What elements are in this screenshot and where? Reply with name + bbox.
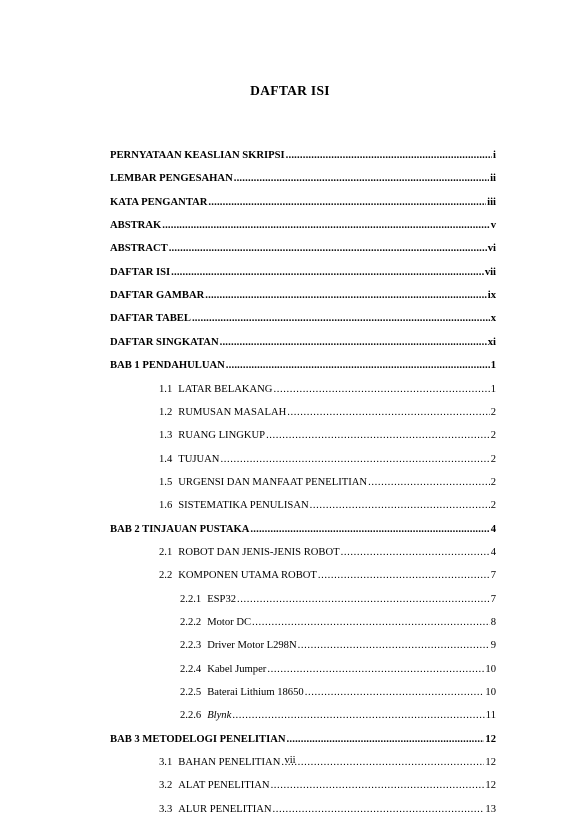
toc-entry-label — [110, 172, 233, 186]
toc-entry-label — [110, 523, 249, 537]
toc-entry-number: 2.2.2 — [180, 617, 202, 628]
toc-dot-leader — [208, 196, 486, 210]
toc-entry-title: TUJUAN — [178, 453, 220, 465]
toc-chapter-entry — [110, 196, 496, 210]
toc-entry-title: BAB 1 PENDAHULUAN — [110, 360, 225, 372]
toc-entry-page: xi — [487, 336, 496, 348]
toc-entry-label — [159, 803, 272, 817]
toc-dot-leader — [220, 336, 487, 350]
toc-entry-number: 2.2 — [159, 570, 173, 582]
toc-section-entry — [180, 709, 496, 723]
toc-entry-number: 1.3 — [159, 430, 173, 442]
toc-dot-leader — [310, 499, 490, 513]
toc-entry-page: 2 — [490, 406, 496, 418]
toc-entry-page: 12 — [485, 733, 496, 745]
toc-entry-label — [159, 476, 367, 490]
toc-entry-title: DAFTAR ISI — [110, 266, 171, 278]
toc-entry-label — [110, 359, 225, 373]
toc-dot-leader — [252, 616, 490, 630]
toc-chapter-entry — [110, 523, 496, 537]
toc-entry-label — [110, 289, 204, 303]
toc-dot-leader — [250, 523, 489, 537]
toc-entry-label — [180, 663, 266, 677]
toc-entry-title: RUMUSAN MASALAH — [178, 406, 287, 418]
toc-entry-page: 10 — [485, 687, 496, 699]
toc-entry-title: KOMPONEN UTAMA ROBOT — [178, 570, 317, 582]
toc-entry-title: URGENSI DAN MANFAAT PENELITIAN — [178, 476, 368, 488]
toc-entry-page: ii — [490, 173, 496, 185]
toc-entry-label — [159, 779, 270, 793]
toc-entry-number: 2.2.6 — [180, 710, 202, 722]
toc-entry-label — [110, 149, 285, 163]
toc-chapter-entry — [110, 172, 496, 186]
toc-entry-label — [159, 453, 219, 467]
toc-entry-label — [110, 242, 168, 256]
toc-entry-page: 2 — [490, 476, 496, 488]
toc-section-entry — [159, 499, 496, 513]
toc-entry-page: i — [493, 150, 496, 161]
toc-entry-title: ALUR PENELITIAN — [178, 803, 272, 815]
toc-entry-label — [180, 639, 297, 653]
toc-entry-title: PERNYATAAN KEASLIAN SKRIPSI — [110, 150, 285, 161]
toc-entry-page: 13 — [485, 803, 496, 815]
toc-entry-title: KATA PENGANTAR — [110, 196, 208, 208]
toc-entry-title: Driver Motor L298N — [207, 640, 297, 652]
toc-entry-label — [110, 336, 219, 350]
toc-chapter-entry — [110, 336, 496, 350]
toc-chapter-entry — [110, 242, 496, 256]
toc-entry-page: 1 — [490, 360, 496, 372]
toc-entry-number: 2.1 — [159, 546, 173, 558]
toc-dot-leader — [287, 733, 485, 747]
toc-dot-leader — [341, 546, 490, 560]
toc-entry-number: 3.3 — [159, 803, 173, 815]
toc-section-entry — [159, 569, 496, 583]
toc-dot-leader — [287, 406, 489, 420]
toc-dot-leader — [286, 149, 492, 163]
toc-entry-page: 10 — [485, 663, 496, 675]
toc-dot-leader — [162, 219, 489, 233]
toc-entry-page: vii — [484, 266, 496, 278]
page-title: DAFTAR ISI — [250, 83, 330, 98]
toc-chapter-entry — [110, 219, 496, 233]
toc-chapter-entry — [110, 266, 496, 280]
toc-entry-title: BAB 2 TINJAUAN PUSTAKA — [110, 523, 250, 535]
toc-section-entry — [180, 639, 496, 653]
toc-entry-title: ROBOT DAN JENIS-JENIS ROBOT — [178, 546, 340, 558]
toc-entry-number: 2.2.1 — [180, 593, 202, 605]
toc-entry-page: iii — [487, 196, 496, 208]
toc-dot-leader — [271, 779, 485, 793]
toc-entry-page: 12 — [485, 780, 496, 792]
toc-entry-number: 1.1 — [159, 383, 173, 395]
toc-chapter-entry — [110, 149, 496, 163]
toc-entry-title: LEMBAR PENGESAHAN — [110, 173, 233, 185]
toc-dot-leader — [192, 312, 490, 326]
toc-entry-title: Kabel Jumper — [207, 663, 267, 675]
toc-entry-title: DAFTAR SINGKATAN — [110, 336, 219, 348]
toc-entry-page: 7 — [490, 593, 496, 605]
toc-dot-leader — [298, 639, 490, 653]
toc-entry-label — [159, 383, 272, 397]
toc-entry-number: 2.2.5 — [180, 687, 202, 699]
toc-entry-label — [110, 266, 170, 280]
toc-section-entry — [180, 593, 496, 607]
toc-chapter-entry — [110, 359, 496, 373]
toc-chapter-entry — [110, 733, 496, 747]
toc-entry-page: v — [490, 220, 496, 232]
toc-entry-label — [180, 709, 231, 723]
toc-entry-number: 1.6 — [159, 500, 173, 512]
toc-dot-leader — [169, 242, 487, 256]
toc-section-entry — [159, 779, 496, 793]
toc-dot-leader — [273, 803, 485, 817]
toc-entry-label — [180, 616, 251, 630]
toc-entry-title: Baterai Lithium 18650 — [207, 687, 304, 699]
toc-entry-page: 4 — [490, 523, 496, 535]
toc-chapter-entry — [110, 289, 496, 303]
toc-entry-page: 4 — [490, 546, 496, 558]
page-number: vii — [284, 755, 296, 766]
toc-entry-title: LATAR BELAKANG — [178, 383, 273, 395]
toc-section-entry — [159, 453, 496, 467]
toc-entry-label — [159, 569, 317, 583]
toc-entry-page: 1 — [490, 383, 496, 395]
toc-section-entry — [159, 429, 496, 443]
toc-entry-label — [110, 219, 161, 233]
toc-entry-page: 9 — [490, 640, 496, 652]
toc-entry-label — [110, 196, 207, 210]
toc-entry-number: 1.2 — [159, 406, 173, 418]
toc-section-entry — [180, 686, 496, 700]
toc-entry-label — [159, 546, 340, 560]
toc-entry-title: BAB 3 METODELOGI PENELITIAN — [110, 733, 286, 745]
toc-section-entry — [159, 546, 496, 560]
toc-entry-page: 2 — [490, 500, 496, 512]
toc-entry-title: BAHAN PENELITIAN — [178, 757, 281, 769]
toc-entry-title: ABSTRACT — [110, 243, 168, 255]
toc-entry-label — [180, 686, 304, 700]
toc-entry-title: Blynk — [207, 710, 232, 722]
toc-entry-number: 3.1 — [159, 757, 173, 769]
toc-dot-leader — [226, 359, 490, 373]
toc-dot-leader — [232, 709, 484, 723]
toc-entry-label — [159, 406, 286, 420]
toc-entry-title: DAFTAR GAMBAR — [110, 290, 205, 302]
toc-entry-title: SISTEMATIKA PENULISAN — [178, 500, 309, 512]
toc-entry-number: 1.4 — [159, 453, 173, 465]
toc-entry-number: 1.5 — [159, 476, 173, 488]
toc-section-entry — [159, 383, 496, 397]
toc-dot-leader — [220, 453, 489, 467]
toc-entry-page: 12 — [485, 757, 496, 769]
toc-entry-page: 8 — [490, 617, 496, 628]
toc-entry-page: 2 — [490, 430, 496, 442]
toc-entry-label — [110, 733, 286, 747]
toc-entry-page: 7 — [490, 570, 496, 582]
toc-entry-label — [159, 429, 265, 443]
toc-dot-leader — [266, 429, 490, 443]
toc-entry-label — [110, 312, 191, 326]
toc-entry-title: RUANG LINGKUP — [178, 430, 266, 442]
toc-section-entry — [159, 476, 496, 490]
toc-section-entry — [159, 803, 496, 817]
toc-chapter-entry — [110, 312, 496, 326]
toc-entry-page: 2 — [490, 453, 496, 465]
toc-entry-page: vi — [487, 243, 496, 255]
toc-entry-page: ix — [487, 290, 496, 302]
toc-dot-leader — [368, 476, 490, 490]
toc-dot-leader — [273, 383, 489, 397]
toc-entry-page: 11 — [485, 710, 496, 722]
toc-entry-label — [159, 499, 309, 513]
toc-dot-leader — [234, 172, 489, 186]
toc-section-entry — [180, 663, 496, 677]
toc-section-entry — [159, 406, 496, 420]
toc-dot-leader — [205, 289, 486, 303]
toc-dot-leader — [318, 569, 490, 583]
toc-dot-leader — [171, 266, 484, 280]
toc-entry-title: DAFTAR TABEL — [110, 313, 191, 325]
toc-entry-title: ESP32 — [207, 593, 237, 605]
toc-entry-number: 2.2.3 — [180, 640, 202, 652]
toc-entry-title: ABSTRAK — [110, 220, 162, 232]
toc-entry-number: 2.2.4 — [180, 663, 202, 675]
toc-entry-page: x — [490, 313, 496, 325]
toc-section-entry — [180, 616, 496, 630]
toc-entry-number: 3.2 — [159, 780, 173, 792]
toc-dot-leader — [237, 593, 490, 607]
toc-entry-title: ALAT PENELITIAN — [178, 780, 270, 792]
toc-entry-label — [180, 593, 236, 607]
toc-entry-title: Motor DC — [207, 617, 252, 628]
toc-dot-leader — [305, 686, 485, 700]
toc-dot-leader — [267, 663, 484, 677]
